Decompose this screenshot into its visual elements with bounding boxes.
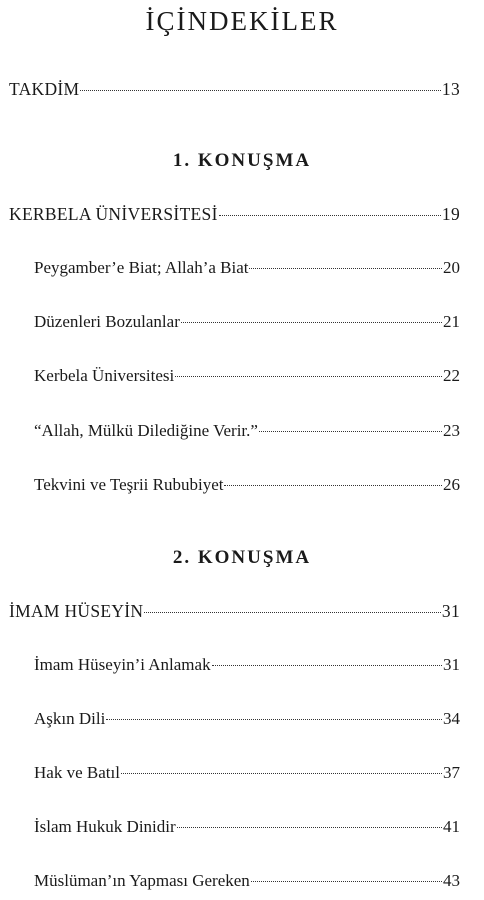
toc-entry[interactable] (34, 311, 460, 333)
toc-entry-page: 37 (443, 763, 460, 782)
toc-entry-page: 22 (443, 366, 460, 385)
toc-entry[interactable] (9, 203, 460, 225)
dot-leader (212, 664, 442, 666)
toc-entry-label: KERBELA ÜNİVERSİTESİ (9, 204, 218, 224)
toc-entry[interactable] (34, 474, 460, 496)
toc-entry-page: 26 (443, 475, 460, 494)
dot-leader (80, 89, 441, 91)
toc-entry[interactable] (34, 365, 460, 387)
toc-entry-page: 20 (443, 258, 460, 277)
toc-entry-page: 43 (443, 871, 460, 890)
toc-entry-page: 34 (443, 709, 460, 728)
toc-entry-label: Peygamber’e Biat; Allah’a Biat (34, 258, 249, 277)
toc-entry[interactable] (34, 816, 460, 838)
toc-entry-label: İslam Hukuk Dinidir (34, 817, 176, 836)
dot-leader (106, 718, 442, 720)
dot-leader (224, 484, 442, 486)
section-heading: 1. KONUŞMA (172, 150, 312, 171)
toc-entry-label: “Allah, Mülkü Dilediğine Verir.” (34, 421, 258, 440)
dot-leader (175, 375, 442, 377)
toc-entry-label: Tekvini ve Teşrii Rububiyet (34, 475, 224, 494)
section-heading: 2. KONUŞMA (172, 547, 312, 568)
toc-entry[interactable] (34, 708, 460, 730)
dot-leader (177, 826, 442, 828)
toc-entry-label: İMAM HÜSEYİN (9, 601, 144, 621)
toc-entry-label: Aşkın Dili (34, 709, 106, 728)
dot-leader (219, 214, 441, 216)
toc-entry-label: TAKDİM (9, 79, 80, 99)
toc-entry-page: 31 (441, 601, 460, 621)
toc-entry-page: 21 (443, 312, 460, 331)
toc-entry-label: Müslüman’ın Yapması Gereken (34, 871, 250, 890)
toc-entry-page: 41 (443, 817, 460, 836)
toc-entry[interactable] (9, 78, 460, 100)
page-title: İÇİNDEKİLER (145, 6, 339, 36)
toc-entry-label: Hak ve Batıl (34, 763, 120, 782)
toc-entry-page: 23 (443, 421, 460, 440)
toc-entry-page: 13 (441, 79, 460, 99)
toc-entry[interactable] (34, 870, 460, 892)
toc-entry[interactable] (34, 257, 460, 279)
dot-leader (144, 611, 441, 613)
toc-entry-page: 19 (441, 204, 460, 224)
dot-leader (181, 321, 442, 323)
dot-leader (251, 880, 442, 882)
toc-entry-label: Düzenleri Bozulanlar (34, 312, 180, 331)
toc-entry-label: İmam Hüseyin’i Anlamak (34, 655, 211, 674)
toc-entry[interactable] (34, 762, 460, 784)
toc-entry[interactable] (9, 600, 460, 622)
dot-leader (249, 267, 442, 269)
dot-leader (259, 430, 442, 432)
toc-entry-page: 31 (443, 655, 460, 674)
toc-entry[interactable] (34, 654, 460, 676)
toc-entry[interactable] (34, 420, 460, 442)
toc-entry-label: Kerbela Üniversitesi (34, 366, 175, 385)
dot-leader (121, 772, 442, 774)
